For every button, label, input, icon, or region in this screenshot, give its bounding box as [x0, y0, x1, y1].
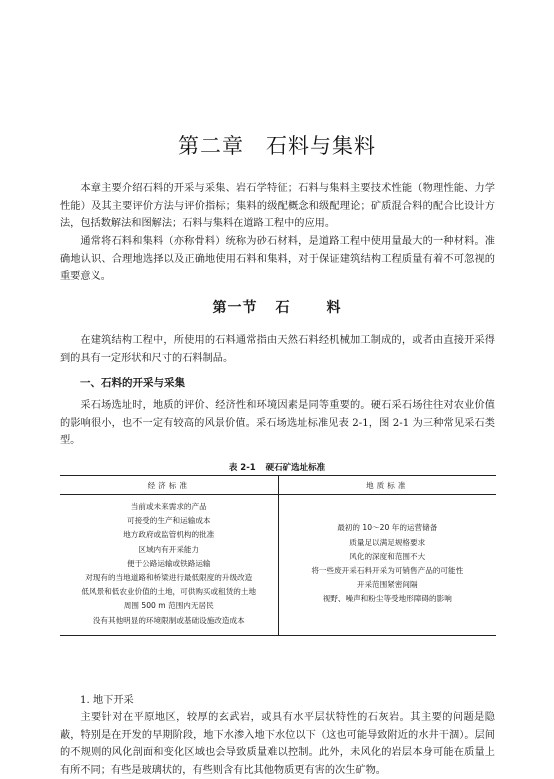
- economic-criterion: 周围 500 m 范围内无居民: [123, 601, 214, 611]
- geological-criterion: 将一些废开采石料开采为可销售产品的可能性: [311, 565, 464, 575]
- geological-criterion: 质量足以满足规格要求: [349, 537, 426, 547]
- chapter-number: 第二章: [178, 134, 244, 158]
- item-1-paragraph: 主要针对在平原地区，较厚的玄武岩，或具有水平层状特性的石灰岩。其主要的问题是隐蔽，特别是在开发的早期阶段，地下水渗入地下水位以下（这也可能导致附近的水井干涸）。层间的不规则的风化剖面和变化区域也会导致质量难以控制。此外，未风化的岩层本身可能在质量上有所不同；有些是玻璃状的，有些则含有比其他物质更有害的次生矿物。: [60, 712, 495, 776]
- economic-criterion: 没有其他明显的环境限制或基础设施改造成本: [92, 615, 245, 625]
- economic-criterion: 便于公路运输或铁路运输: [126, 558, 211, 568]
- table-header-economic: 经济标准: [60, 476, 278, 495]
- geological-criterion: 风化的深度和范围不大: [349, 551, 426, 561]
- table-caption-title: 硬石矿选址标准: [265, 463, 326, 473]
- economic-criterion: 区域内有开采能力: [138, 544, 200, 554]
- geological-criteria-cell: [278, 495, 496, 636]
- economic-criterion: 对现有的当地道路和桥梁进行最低限度的升级改造: [85, 573, 253, 583]
- table-header-geological: 地质标准: [278, 476, 496, 495]
- chapter-name: 石料与集料: [266, 134, 376, 158]
- economic-criterion: 低风景和低农业价值的土地，可供购买或租赁的土地: [81, 587, 257, 597]
- section-char-2: 料: [326, 300, 342, 316]
- geological-criterion: 最初的 10～20 年的运营储备: [337, 523, 438, 533]
- economic-criterion: 当前或未来需求的产品: [130, 502, 207, 511]
- economic-criterion: 可接受的生产和运输成本: [126, 516, 211, 526]
- section-title: [0, 297, 554, 317]
- geological-criterion: 视野、噪声和粉尘等受地形障碍的影响: [322, 594, 452, 604]
- table-caption-label: 表 2-1: [228, 463, 256, 473]
- economic-criterion: 地方政府或监管机构的批准: [123, 530, 215, 540]
- section-char-1: 石: [275, 300, 291, 316]
- economic-criteria-cell: [60, 495, 278, 636]
- criteria-table: [60, 475, 496, 636]
- geological-criterion: 开采范围紧密间隔: [356, 580, 418, 590]
- subsection-heading: 一、石料的开采与采集: [80, 377, 185, 389]
- intro-paragraph-1: 本章主要介绍石料的开采与采集、岩石学特征；石料与集料主要技术性能（物理性能、力学性能）及其主要评价方法与评价指标；集料的级配概念和级配理论；矿质混合料的配合比设计方法，包括数解法和图解法；石料与集料在道路工程中的应用。: [60, 183, 495, 229]
- item-1-heading: 1. 地下开采: [80, 695, 134, 706]
- chapter-title: [0, 130, 554, 160]
- table-caption: [0, 461, 554, 473]
- subsection-paragraph: 采石场选址时，地质的评价、经济性和环境因素是同等重要的。硬石采石场往往对农业价值的影响很小，也不一定有较高的风景价值。采石场选址标准见表 2-1，图 2-1 为三种常见采石类型。: [60, 400, 495, 446]
- section-intro-paragraph: 在建筑结构工程中，所使用的石料通常指由天然石料经机械加工制成的，或者由直接开采得到的具有一定形状和尺寸的石料制品。: [60, 335, 495, 364]
- section-number: 第一节: [212, 300, 258, 316]
- intro-paragraph-2: 通常将石料和集料（亦称骨料）统称为砂石材料，是道路工程中使用量最大的一种材料。准确地认识、合理地选择以及正确地使用石料和集料，对于保证建筑结构工程质量有着不可忽视的重要意义。: [60, 236, 495, 282]
